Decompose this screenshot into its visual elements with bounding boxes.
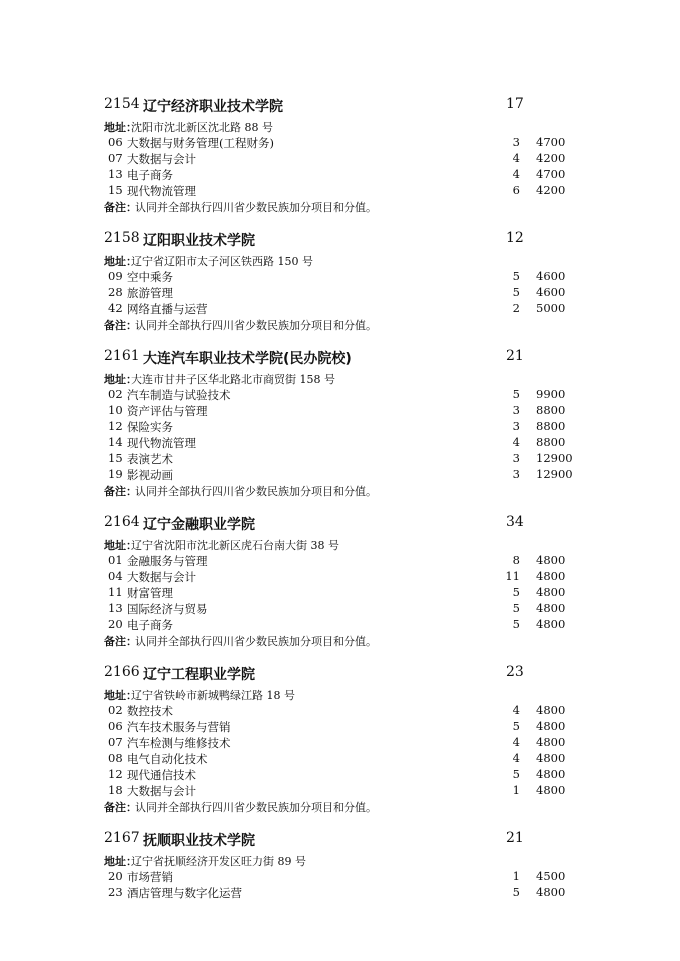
major-plan-count: 5 bbox=[512, 617, 520, 631]
major-code: 07 bbox=[108, 735, 123, 749]
major-plan-count: 3 bbox=[512, 419, 520, 433]
note-label: 备注： bbox=[104, 319, 137, 332]
major-code: 13 bbox=[108, 601, 123, 615]
major-name: 空中乘务 bbox=[127, 270, 173, 284]
major-tuition: 4200 bbox=[536, 151, 566, 165]
note-label: 备注： bbox=[104, 801, 137, 814]
major-plan-count: 8 bbox=[512, 553, 520, 567]
school-name: 辽宁工程职业学院 bbox=[143, 667, 255, 683]
school-block bbox=[0, 348, 680, 498]
major-code: 09 bbox=[108, 269, 123, 283]
school-name: 抚顺职业技术学院 bbox=[143, 833, 255, 849]
major-name: 酒店管理与数字化运营 bbox=[127, 886, 242, 900]
school-header bbox=[0, 664, 680, 686]
major-tuition: 4800 bbox=[536, 767, 566, 781]
school-code: 2154 bbox=[104, 96, 140, 112]
major-name: 金融服务与管理 bbox=[127, 554, 208, 568]
major-code: 06 bbox=[108, 719, 123, 733]
school-note bbox=[0, 632, 680, 648]
major-tuition: 4800 bbox=[536, 751, 566, 765]
school-address bbox=[0, 536, 680, 552]
major-row bbox=[0, 782, 680, 798]
major-tuition: 4800 bbox=[536, 569, 566, 583]
major-row bbox=[0, 386, 680, 402]
school-total-plan: 17 bbox=[506, 96, 524, 112]
major-tuition: 4800 bbox=[536, 617, 566, 631]
major-tuition: 12900 bbox=[536, 467, 573, 481]
address-label: 地址： bbox=[104, 539, 137, 552]
major-name: 市场营销 bbox=[127, 870, 173, 884]
major-plan-count: 1 bbox=[512, 869, 520, 883]
major-row bbox=[0, 702, 680, 718]
note-value: 认同并全部执行四川省少数民族加分项目和分值。 bbox=[135, 201, 377, 214]
major-plan-count: 2 bbox=[512, 301, 520, 315]
major-code: 20 bbox=[108, 617, 123, 631]
school-header bbox=[0, 96, 680, 118]
major-plan-count: 4 bbox=[512, 751, 520, 765]
school-block bbox=[0, 664, 680, 814]
major-code: 11 bbox=[108, 585, 123, 599]
school-total-plan: 21 bbox=[506, 348, 524, 364]
school-note bbox=[0, 482, 680, 498]
major-plan-count: 3 bbox=[512, 135, 520, 149]
major-code: 18 bbox=[108, 783, 123, 797]
note-value: 认同并全部执行四川省少数民族加分项目和分值。 bbox=[135, 635, 377, 648]
major-name: 大数据与财务管理(工程财务) bbox=[127, 136, 274, 150]
major-plan-count: 5 bbox=[512, 719, 520, 733]
note-value: 认同并全部执行四川省少数民族加分项目和分值。 bbox=[135, 485, 377, 498]
major-name: 数控技术 bbox=[127, 704, 173, 718]
school-address bbox=[0, 370, 680, 386]
note-value: 认同并全部执行四川省少数民族加分项目和分值。 bbox=[135, 319, 377, 332]
major-name: 现代物流管理 bbox=[127, 184, 196, 198]
school-header bbox=[0, 230, 680, 252]
major-plan-count: 4 bbox=[512, 735, 520, 749]
admission-plan-document bbox=[0, 96, 680, 916]
major-row bbox=[0, 584, 680, 600]
school-total-plan: 34 bbox=[506, 514, 524, 530]
school-note bbox=[0, 316, 680, 332]
major-tuition: 4800 bbox=[536, 885, 566, 899]
school-block bbox=[0, 96, 680, 214]
school-address bbox=[0, 252, 680, 268]
major-plan-count: 5 bbox=[512, 601, 520, 615]
major-row bbox=[0, 616, 680, 632]
major-plan-count: 5 bbox=[512, 767, 520, 781]
major-code: 02 bbox=[108, 703, 123, 717]
major-tuition: 4700 bbox=[536, 167, 566, 181]
address-value: 辽宁省抚顺经济开发区旺力街 89 号 bbox=[131, 855, 306, 868]
school-total-plan: 12 bbox=[506, 230, 524, 246]
major-name: 资产评估与管理 bbox=[127, 404, 208, 418]
major-tuition: 9900 bbox=[536, 387, 566, 401]
major-code: 23 bbox=[108, 885, 123, 899]
major-code: 12 bbox=[108, 767, 123, 781]
major-row bbox=[0, 600, 680, 616]
address-label: 地址： bbox=[104, 855, 137, 868]
major-tuition: 4800 bbox=[536, 703, 566, 717]
major-name: 汽车检测与维修技术 bbox=[127, 736, 231, 750]
major-code: 12 bbox=[108, 419, 123, 433]
major-row bbox=[0, 552, 680, 568]
major-name: 汽车技术服务与营销 bbox=[127, 720, 231, 734]
note-value: 认同并全部执行四川省少数民族加分项目和分值。 bbox=[135, 801, 377, 814]
major-row bbox=[0, 402, 680, 418]
school-header bbox=[0, 348, 680, 370]
major-plan-count: 4 bbox=[512, 703, 520, 717]
major-tuition: 4700 bbox=[536, 135, 566, 149]
major-name: 影视动画 bbox=[127, 468, 173, 482]
school-address bbox=[0, 118, 680, 134]
major-tuition: 8800 bbox=[536, 419, 566, 433]
school-address bbox=[0, 852, 680, 868]
major-tuition: 4800 bbox=[536, 601, 566, 615]
major-plan-count: 5 bbox=[512, 885, 520, 899]
major-code: 42 bbox=[108, 301, 123, 315]
major-code: 20 bbox=[108, 869, 123, 883]
school-name: 辽宁经济职业技术学院 bbox=[143, 99, 283, 115]
major-name: 现代通信技术 bbox=[127, 768, 196, 782]
major-code: 01 bbox=[108, 553, 123, 567]
address-value: 辽宁省铁岭市新城鸭绿江路 18 号 bbox=[131, 689, 295, 702]
major-plan-count: 5 bbox=[512, 269, 520, 283]
major-plan-count: 5 bbox=[512, 585, 520, 599]
major-plan-count: 3 bbox=[512, 403, 520, 417]
school-code: 2161 bbox=[104, 348, 140, 364]
major-name: 网络直播与运营 bbox=[127, 302, 208, 316]
major-row bbox=[0, 466, 680, 482]
major-row bbox=[0, 418, 680, 434]
school-block bbox=[0, 830, 680, 900]
address-label: 地址： bbox=[104, 255, 137, 268]
school-header bbox=[0, 514, 680, 536]
major-plan-count: 4 bbox=[512, 167, 520, 181]
major-plan-count: 5 bbox=[512, 285, 520, 299]
major-code: 04 bbox=[108, 569, 123, 583]
major-row bbox=[0, 766, 680, 782]
major-plan-count: 11 bbox=[505, 569, 520, 583]
major-code: 14 bbox=[108, 435, 123, 449]
major-plan-count: 5 bbox=[512, 387, 520, 401]
major-tuition: 4800 bbox=[536, 783, 566, 797]
major-row bbox=[0, 434, 680, 450]
major-row bbox=[0, 134, 680, 150]
address-label: 地址： bbox=[104, 373, 137, 386]
major-row bbox=[0, 182, 680, 198]
major-name: 保险实务 bbox=[127, 420, 173, 434]
major-tuition: 8800 bbox=[536, 435, 566, 449]
major-name: 大数据与会计 bbox=[127, 570, 196, 584]
note-label: 备注： bbox=[104, 635, 137, 648]
major-code: 10 bbox=[108, 403, 123, 417]
major-row bbox=[0, 734, 680, 750]
major-plan-count: 4 bbox=[512, 151, 520, 165]
school-code: 2158 bbox=[104, 230, 140, 246]
major-tuition: 4600 bbox=[536, 285, 566, 299]
major-row bbox=[0, 568, 680, 584]
note-label: 备注： bbox=[104, 201, 137, 214]
major-tuition: 8800 bbox=[536, 403, 566, 417]
major-name: 电气自动化技术 bbox=[127, 752, 208, 766]
major-code: 07 bbox=[108, 151, 123, 165]
major-plan-count: 4 bbox=[512, 435, 520, 449]
school-note bbox=[0, 798, 680, 814]
school-code: 2164 bbox=[104, 514, 140, 530]
major-tuition: 4600 bbox=[536, 269, 566, 283]
major-tuition: 4800 bbox=[536, 553, 566, 567]
major-tuition: 12900 bbox=[536, 451, 573, 465]
major-name: 电子商务 bbox=[127, 168, 173, 182]
major-tuition: 4800 bbox=[536, 585, 566, 599]
address-value: 辽宁省辽阳市太子河区铁西路 150 号 bbox=[131, 255, 313, 268]
major-row bbox=[0, 884, 680, 900]
major-plan-count: 6 bbox=[512, 183, 520, 197]
address-value: 辽宁省沈阳市沈北新区虎石台南大街 38 号 bbox=[131, 539, 339, 552]
note-label: 备注： bbox=[104, 485, 137, 498]
major-code: 15 bbox=[108, 451, 123, 465]
major-row bbox=[0, 300, 680, 316]
major-name: 现代物流管理 bbox=[127, 436, 196, 450]
major-name: 汽车制造与试验技术 bbox=[127, 388, 231, 402]
address-value: 大连市甘井子区华北路北市商贸街 158 号 bbox=[131, 373, 335, 386]
school-name: 辽阳职业技术学院 bbox=[143, 233, 255, 249]
major-tuition: 4800 bbox=[536, 735, 566, 749]
major-plan-count: 3 bbox=[512, 451, 520, 465]
major-name: 旅游管理 bbox=[127, 286, 173, 300]
school-code: 2167 bbox=[104, 830, 140, 846]
school-total-plan: 21 bbox=[506, 830, 524, 846]
major-code: 02 bbox=[108, 387, 123, 401]
major-row bbox=[0, 284, 680, 300]
major-name: 财富管理 bbox=[127, 586, 173, 600]
major-code: 08 bbox=[108, 751, 123, 765]
school-block bbox=[0, 230, 680, 332]
major-name: 国际经济与贸易 bbox=[127, 602, 208, 616]
address-label: 地址： bbox=[104, 121, 137, 134]
major-code: 06 bbox=[108, 135, 123, 149]
major-code: 13 bbox=[108, 167, 123, 181]
school-name: 大连汽车职业技术学院(民办院校) bbox=[143, 351, 352, 367]
address-label: 地址： bbox=[104, 689, 137, 702]
major-row bbox=[0, 750, 680, 766]
major-row bbox=[0, 150, 680, 166]
school-name: 辽宁金融职业学院 bbox=[143, 517, 255, 533]
school-code: 2166 bbox=[104, 664, 140, 680]
major-tuition: 4500 bbox=[536, 869, 566, 883]
major-plan-count: 3 bbox=[512, 467, 520, 481]
major-code: 28 bbox=[108, 285, 123, 299]
major-name: 大数据与会计 bbox=[127, 152, 196, 166]
major-row bbox=[0, 718, 680, 734]
school-note bbox=[0, 198, 680, 214]
major-name: 电子商务 bbox=[127, 618, 173, 632]
school-total-plan: 23 bbox=[506, 664, 524, 680]
school-block bbox=[0, 514, 680, 648]
major-row bbox=[0, 268, 680, 284]
address-value: 沈阳市沈北新区沈北路 88 号 bbox=[131, 121, 273, 134]
major-plan-count: 1 bbox=[512, 783, 520, 797]
major-name: 大数据与会计 bbox=[127, 784, 196, 798]
major-tuition: 4200 bbox=[536, 183, 566, 197]
school-header bbox=[0, 830, 680, 852]
major-row bbox=[0, 450, 680, 466]
major-code: 19 bbox=[108, 467, 123, 481]
major-tuition: 4800 bbox=[536, 719, 566, 733]
major-tuition: 5000 bbox=[536, 301, 566, 315]
major-code: 15 bbox=[108, 183, 123, 197]
major-row bbox=[0, 166, 680, 182]
school-address bbox=[0, 686, 680, 702]
major-name: 表演艺术 bbox=[127, 452, 173, 466]
major-row bbox=[0, 868, 680, 884]
